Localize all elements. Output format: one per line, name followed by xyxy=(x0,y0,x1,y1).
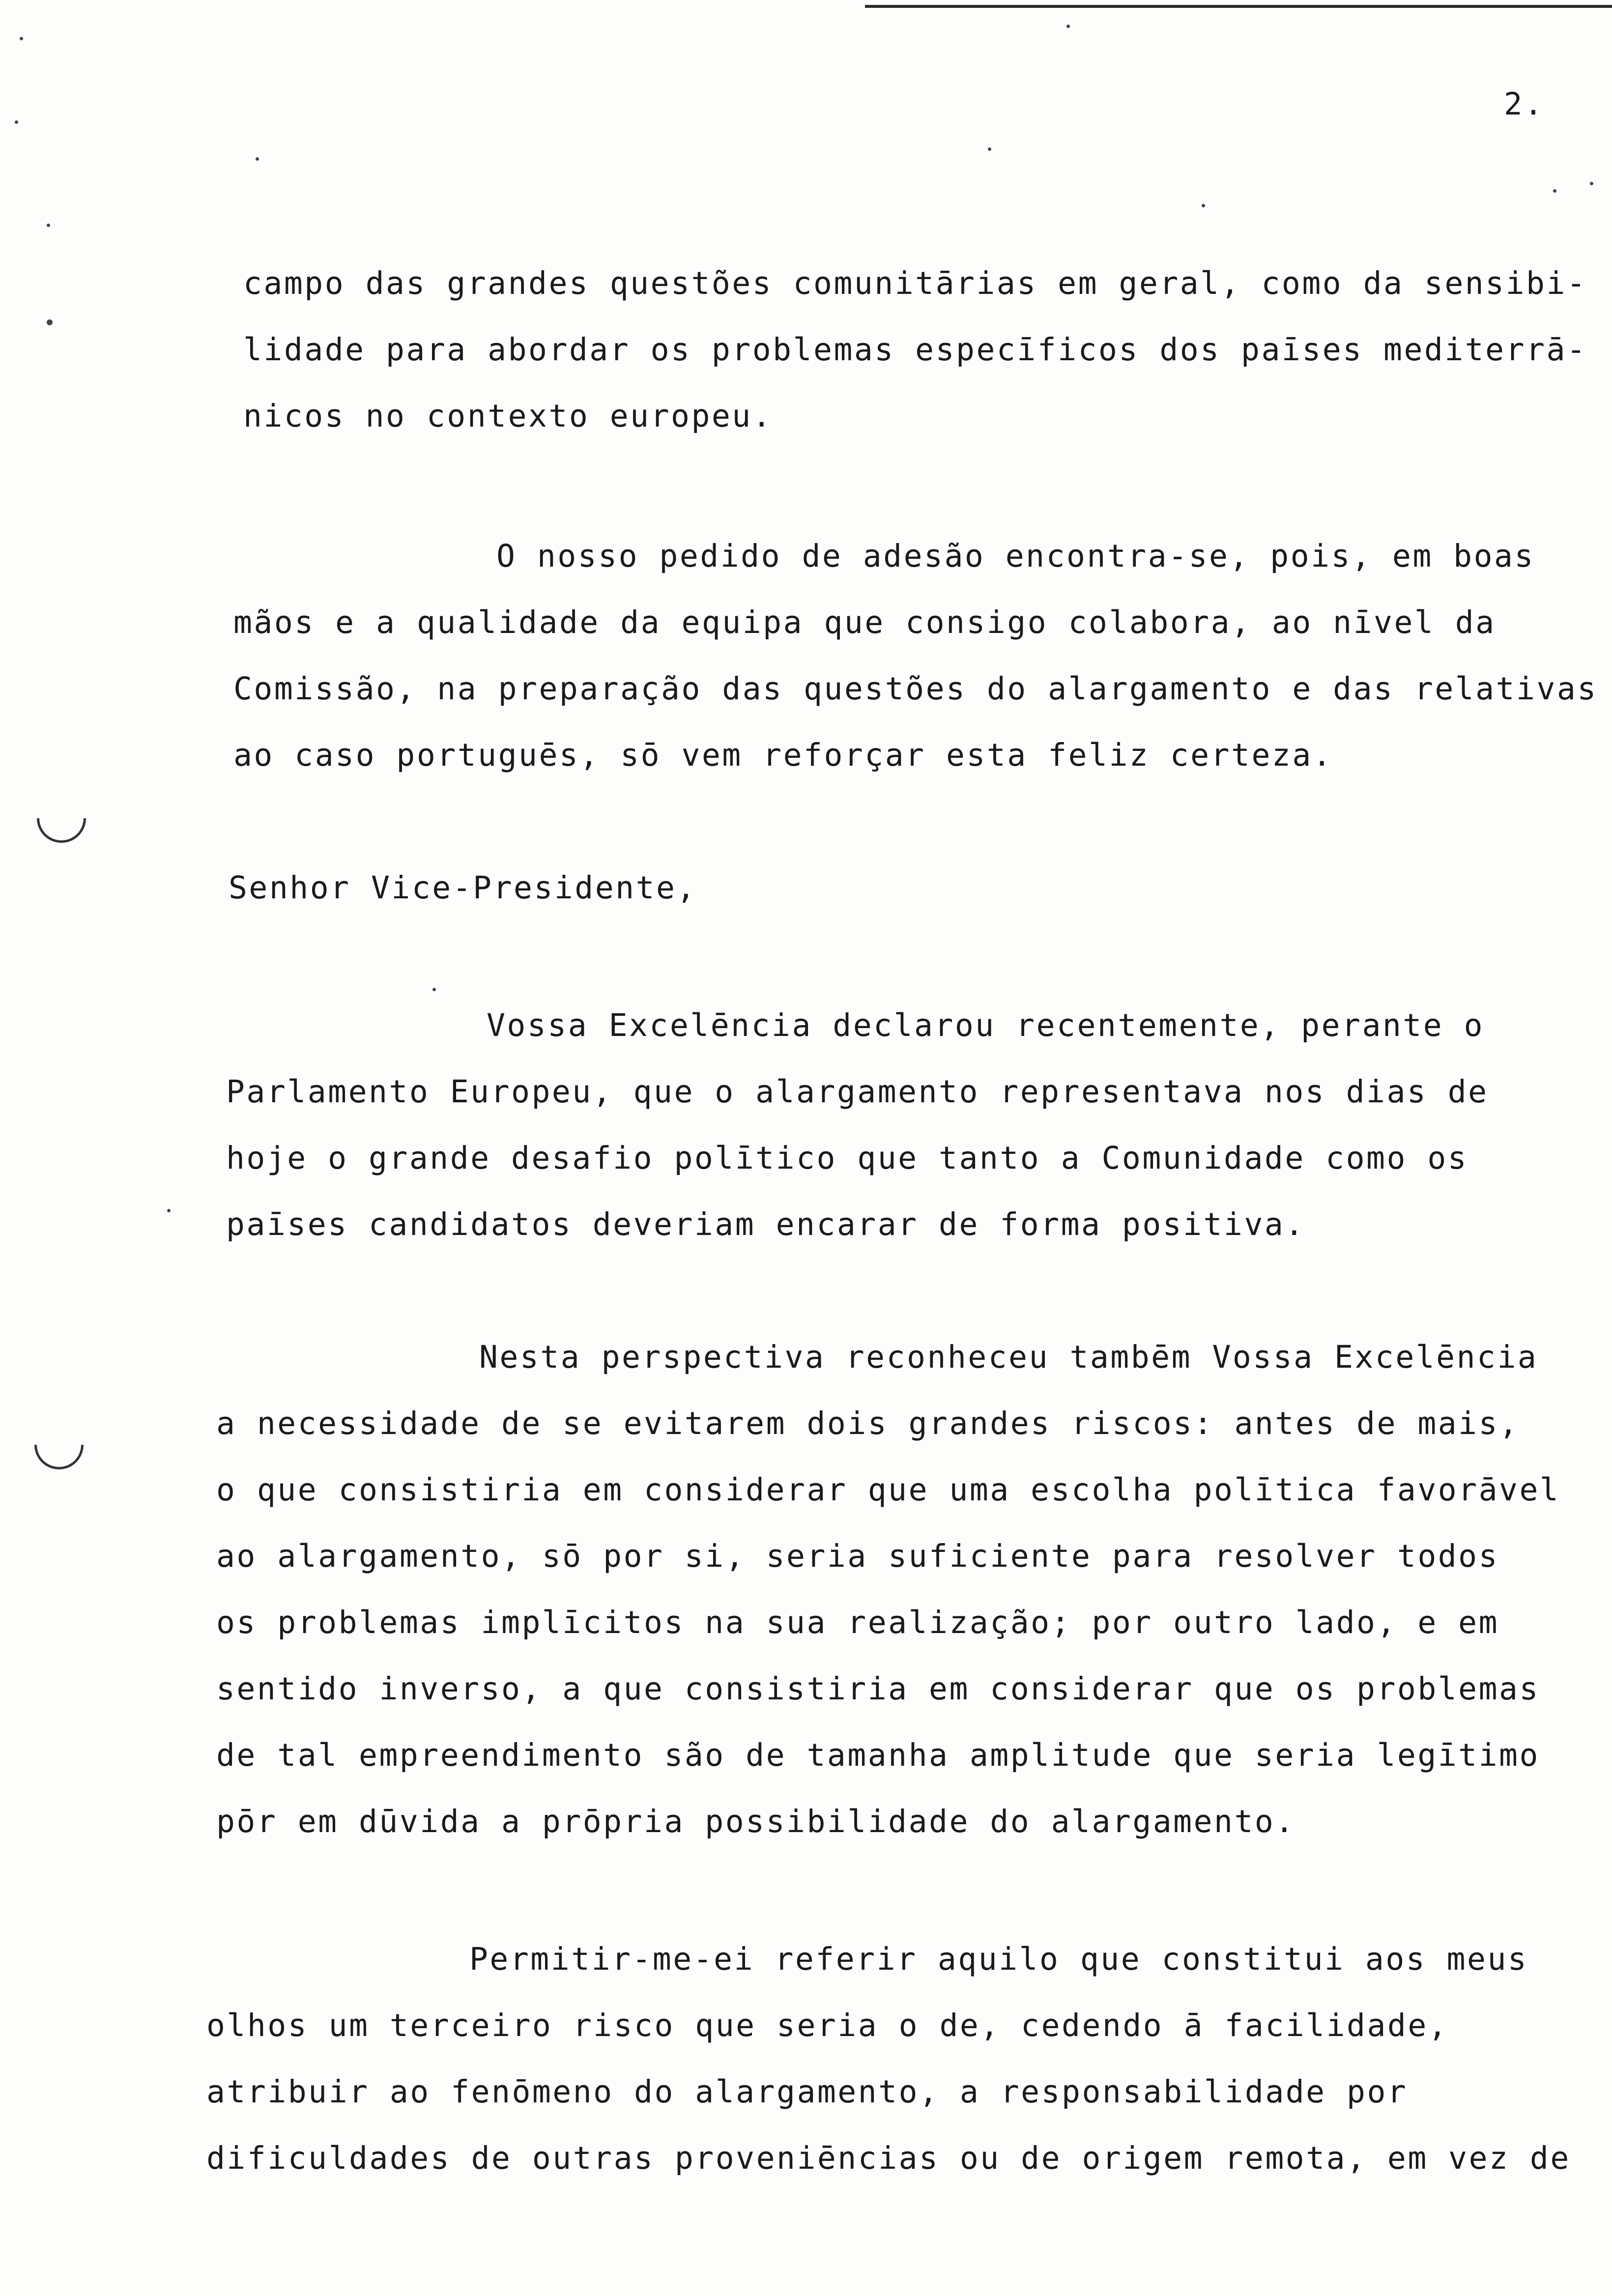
scan-speck xyxy=(47,224,50,227)
text-line: pōr em dūvida a prōpria possibilidade do alargamento. xyxy=(216,1804,1295,1839)
text-line: hoje o grande desafio polītico que tanto a Comunidade como os xyxy=(226,1140,1468,1176)
text-line: dificuldades de outras proveniēncias ou de origem remota, em vez de xyxy=(206,2140,1571,2176)
scan-speck xyxy=(988,147,991,151)
text-line: mãos e a qualidade da equipa que consigo colabora, ao nīvel da xyxy=(233,604,1496,640)
scan-speck xyxy=(1553,189,1556,193)
top-edge-rule xyxy=(865,5,1612,8)
scan-speck xyxy=(432,988,436,991)
text-line: Comissão, na preparação das questões do alargamento e das relativas xyxy=(233,671,1598,707)
scan-speck xyxy=(1066,25,1070,28)
scan-speck xyxy=(1202,204,1205,207)
text-line: Vossa Excelēncia declarou recentemente, perante o xyxy=(487,1007,1485,1043)
punch-hole-mark xyxy=(37,818,86,843)
text-line: ao alargamento, sō por si, seria suficiente para resolver todos xyxy=(216,1538,1499,1574)
text-line: ao caso portuguēs, sō vem reforçar esta feliz certeza. xyxy=(233,737,1333,773)
text-line: os problemas implīcitos na sua realização; por outro lado, e em xyxy=(216,1605,1499,1640)
text-line: atribuir ao fenōmeno do alargamento, a responsabilidade por xyxy=(206,2074,1408,2110)
text-line: Nesta perspectiva reconheceu tambēm Vossa Excelēncia xyxy=(479,1339,1538,1375)
scan-speck xyxy=(47,319,53,325)
text-line: nicos no contexto europeu. xyxy=(243,398,773,434)
scan-speck xyxy=(167,1209,171,1212)
text-line: o que consistiria em considerar que uma escolha polītica favorāvel xyxy=(216,1472,1560,1508)
scan-speck xyxy=(1590,182,1593,185)
text-line: de tal empreendimento são de tamanha amplitude que seria legītimo xyxy=(216,1737,1540,1773)
text-line: olhos um terceiro risco que seria o de, cedendo ā facilidade, xyxy=(206,2008,1449,2043)
scan-speck xyxy=(15,120,18,124)
text-line: Parlamento Europeu, que o alargamento representava nos dias de xyxy=(226,1074,1489,1110)
text-line: a necessidade de se evitarem dois grandes riscos: antes de mais, xyxy=(216,1406,1520,1441)
text-line: campo das grandes questões comunitārias em geral, como da sensibi- xyxy=(243,265,1587,301)
text-line: paīses candidatos deveriam encarar de forma positiva. xyxy=(226,1206,1305,1242)
punch-hole-mark xyxy=(34,1445,84,1469)
text-line: O nosso pedido de adesão encontra-se, pois, em boas xyxy=(496,538,1535,574)
text-line: sentido inverso, a que consistiria em considerar que os problemas xyxy=(216,1671,1540,1707)
text-line: Permitir-me-ei referir aquilo que constitui aos meus xyxy=(469,1941,1528,1977)
text-line: lidade para abordar os problemas especīficos dos paīses mediterrā- xyxy=(243,332,1587,368)
page-number: 2. xyxy=(1504,86,1545,122)
scan-speck xyxy=(20,37,23,40)
salutation: Senhor Vice-Presidente, xyxy=(229,870,697,906)
scan-speck xyxy=(256,157,259,161)
